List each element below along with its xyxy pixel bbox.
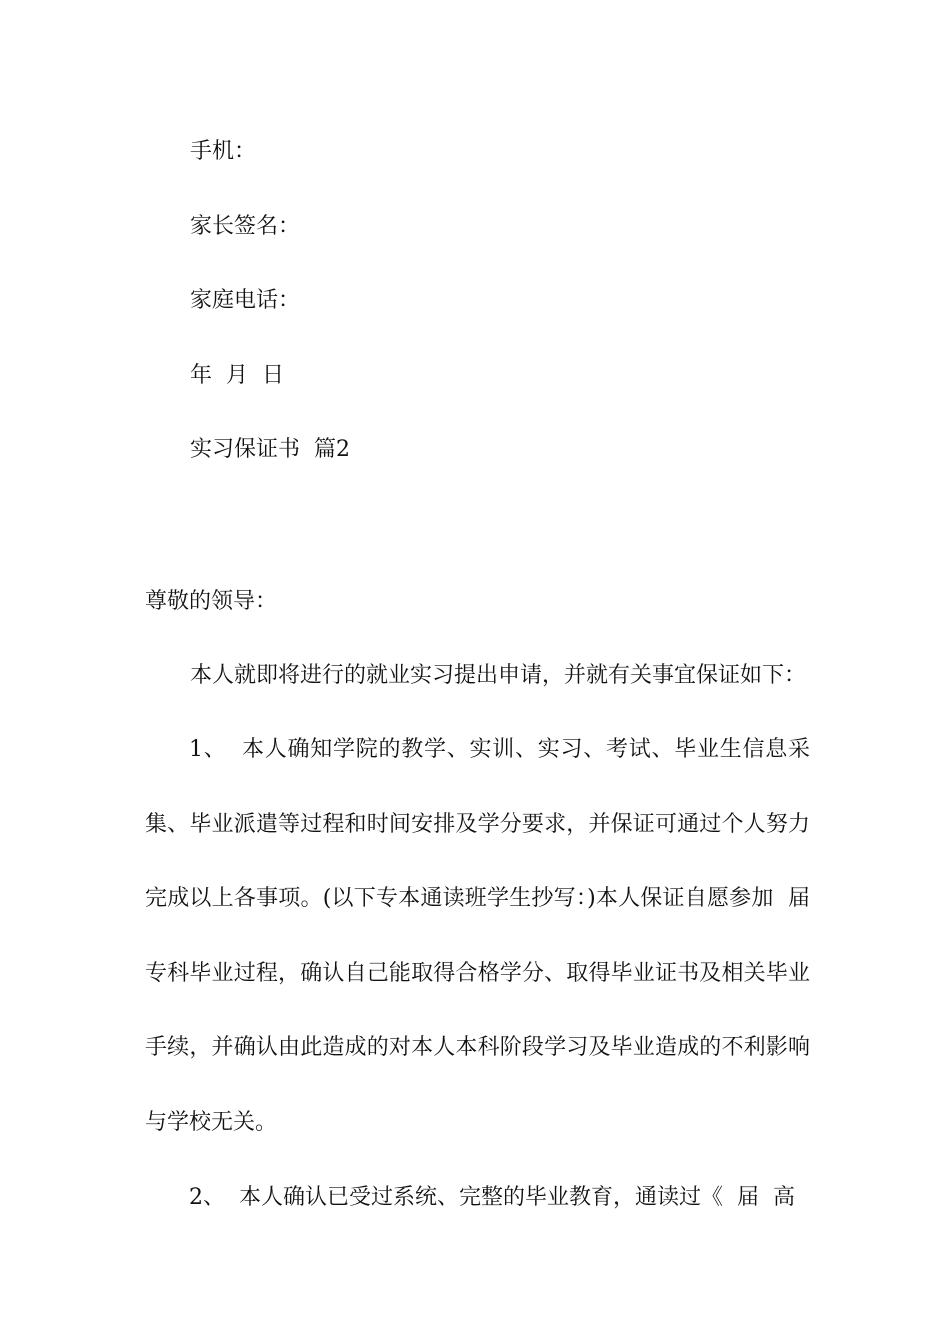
section-title: 实习保证书 篇2 [190, 437, 350, 462]
date-line: 年 月 日 [190, 363, 284, 388]
salutation: 尊敬的领导： [145, 589, 278, 614]
home-phone-label: 家庭电话： [190, 288, 301, 313]
item-2-paragraph: 2、 本人确认已受过系统、完整的毕业教育，通读过《 届 高 [189, 1185, 795, 1210]
intro-paragraph: 本人就即将进行的就业实习提出申请，并就有关事宜保证如下： [190, 663, 807, 688]
item-1-paragraph: 1、 本人确知学院的教学、实训、实习、考试、毕业生信息采集、毕业派遣等过程和时间安排及学分要求，并保证可通过个人努力完成以上各事项。(以下专本通读班学生抄写：)本人保证自愿参加 届专科毕业过程，确认自己能取得合格学分、取得毕业证书及相关毕业手续，并确认由此造成的对本人本科阶段学习及毕业造成的不利影响与学校无关。 [145, 737, 810, 1135]
phone-label: 手机： [190, 139, 257, 164]
parent-signature-label: 家长签名： [190, 214, 301, 239]
